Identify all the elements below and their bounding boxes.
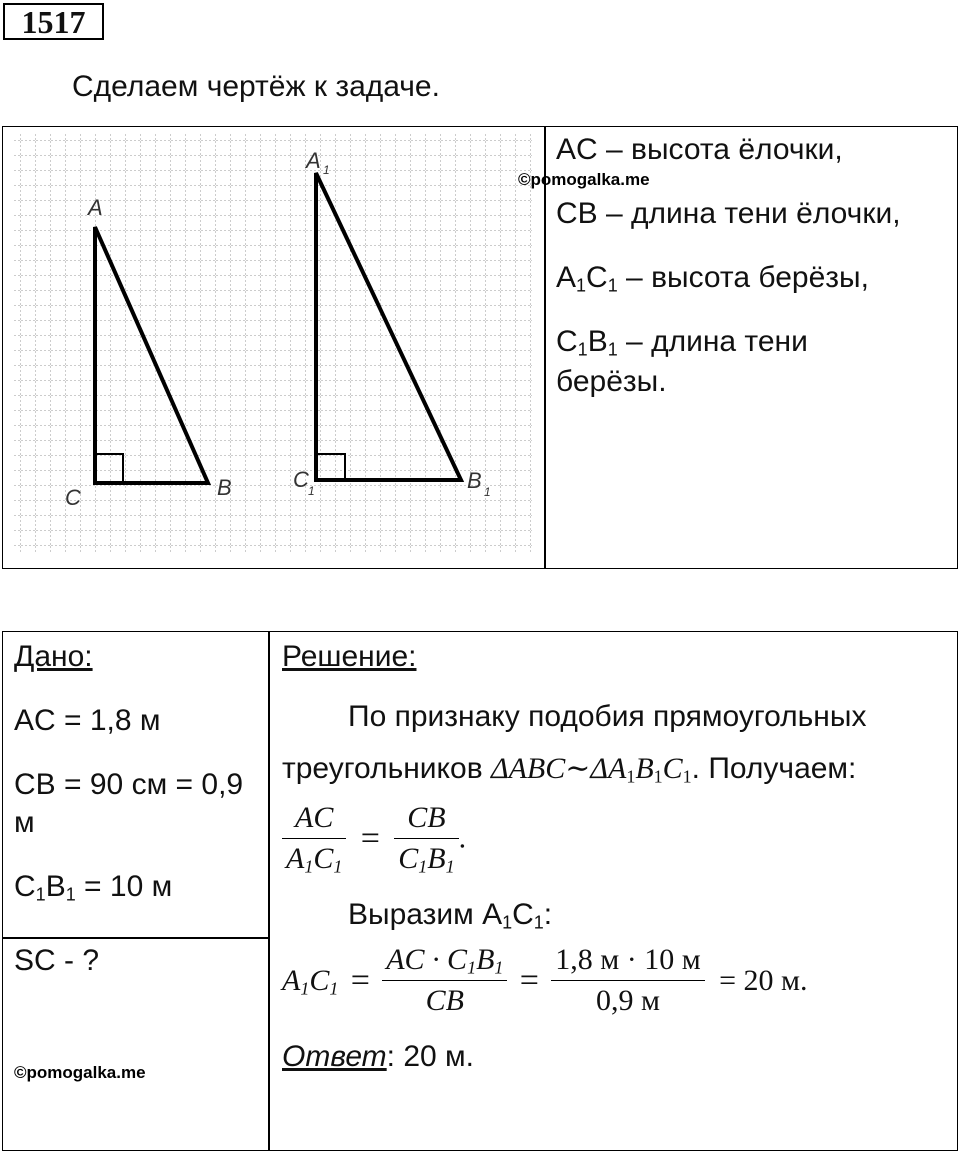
intro-text: Сделаем чертёж к задаче.: [72, 70, 440, 103]
express-line: Выразим $A_1C_1$:: [348, 898, 553, 933]
given-divider: [2, 937, 269, 939]
legend-line-4: $C_1B_1$ – длина тени: [556, 325, 808, 360]
answer-line: [282, 1038, 952, 1076]
watermark-bottom: ©pomogalka.me: [14, 1063, 146, 1082]
label-c: C: [65, 485, 81, 510]
solution-para-1: По признаку подобия прямоугольных: [348, 700, 867, 733]
solution-heading: Решение:: [282, 640, 417, 673]
label-c1: C: [293, 467, 309, 492]
label-b1-sub: 1: [484, 485, 491, 499]
label-b: B: [217, 475, 232, 500]
find-text: SC - ?: [14, 944, 100, 977]
legend: [556, 130, 951, 402]
legend-line-1: AC – высота ёлочки,: [556, 133, 843, 166]
solution-divider: [268, 631, 270, 1151]
label-a1: A: [306, 148, 321, 173]
given-item-2: CB = 90 см = 0,9 м: [14, 768, 244, 839]
given-item-3: $C_1B_1 = 10$ м: [14, 870, 173, 905]
triangle-figure: [12, 132, 532, 552]
label-a: A: [88, 195, 103, 220]
problem-number: 1517: [3, 3, 104, 40]
solution-para-1-line-2: треугольников $\Delta ABC\sim\Delta A_1B_1C_1$. Получаем:: [282, 752, 857, 787]
legend-line-3: $A_1C_1$ – высота берёзы,: [556, 261, 869, 296]
calc-fraction-symbolic: $\frac{AC \cdot C_1B_1}{CB}$: [382, 940, 507, 1021]
given-heading: Дано:: [14, 640, 93, 673]
answer-value: : 20 м.: [386, 1040, 475, 1073]
ratio-left: $\frac{AC}{A_1C_1}$: [282, 798, 346, 879]
given-block: [14, 638, 264, 932]
legend-line-2: CB – длина тени ёлочки,: [556, 197, 901, 230]
label-c1-sub: 1: [308, 484, 315, 498]
calc-fraction-numeric: $\frac{1,8 м \cdot 10 м}{0,9 м}$: [551, 940, 704, 1021]
answer-label: Ответ: [282, 1040, 387, 1073]
solution-block: [282, 638, 952, 1076]
figure-divider: [544, 126, 546, 569]
legend-line-5: берёзы.: [556, 365, 667, 398]
ratio-equation: $\frac{AC}{A_1C_1}$ = $\frac{CB}{C_1B_1}$ .: [282, 798, 952, 882]
given-item-1: AC = 1,8 м: [14, 704, 161, 737]
calc-result: = 20 м.: [719, 963, 808, 997]
label-a1-sub: 1: [323, 163, 330, 177]
calc-equation: $A_1C_1$ = $\frac{AC \cdot C_1B_1}{CB}$ = $\frac{1,8 м \cdot 10 м}{0,9 м}$ = 20 м.: [282, 940, 952, 1024]
label-b1: B: [467, 468, 482, 493]
watermark-top: ©pomogalka.me: [518, 170, 650, 189]
ratio-right: $\frac{CB}{C_1B_1}$: [394, 798, 458, 879]
